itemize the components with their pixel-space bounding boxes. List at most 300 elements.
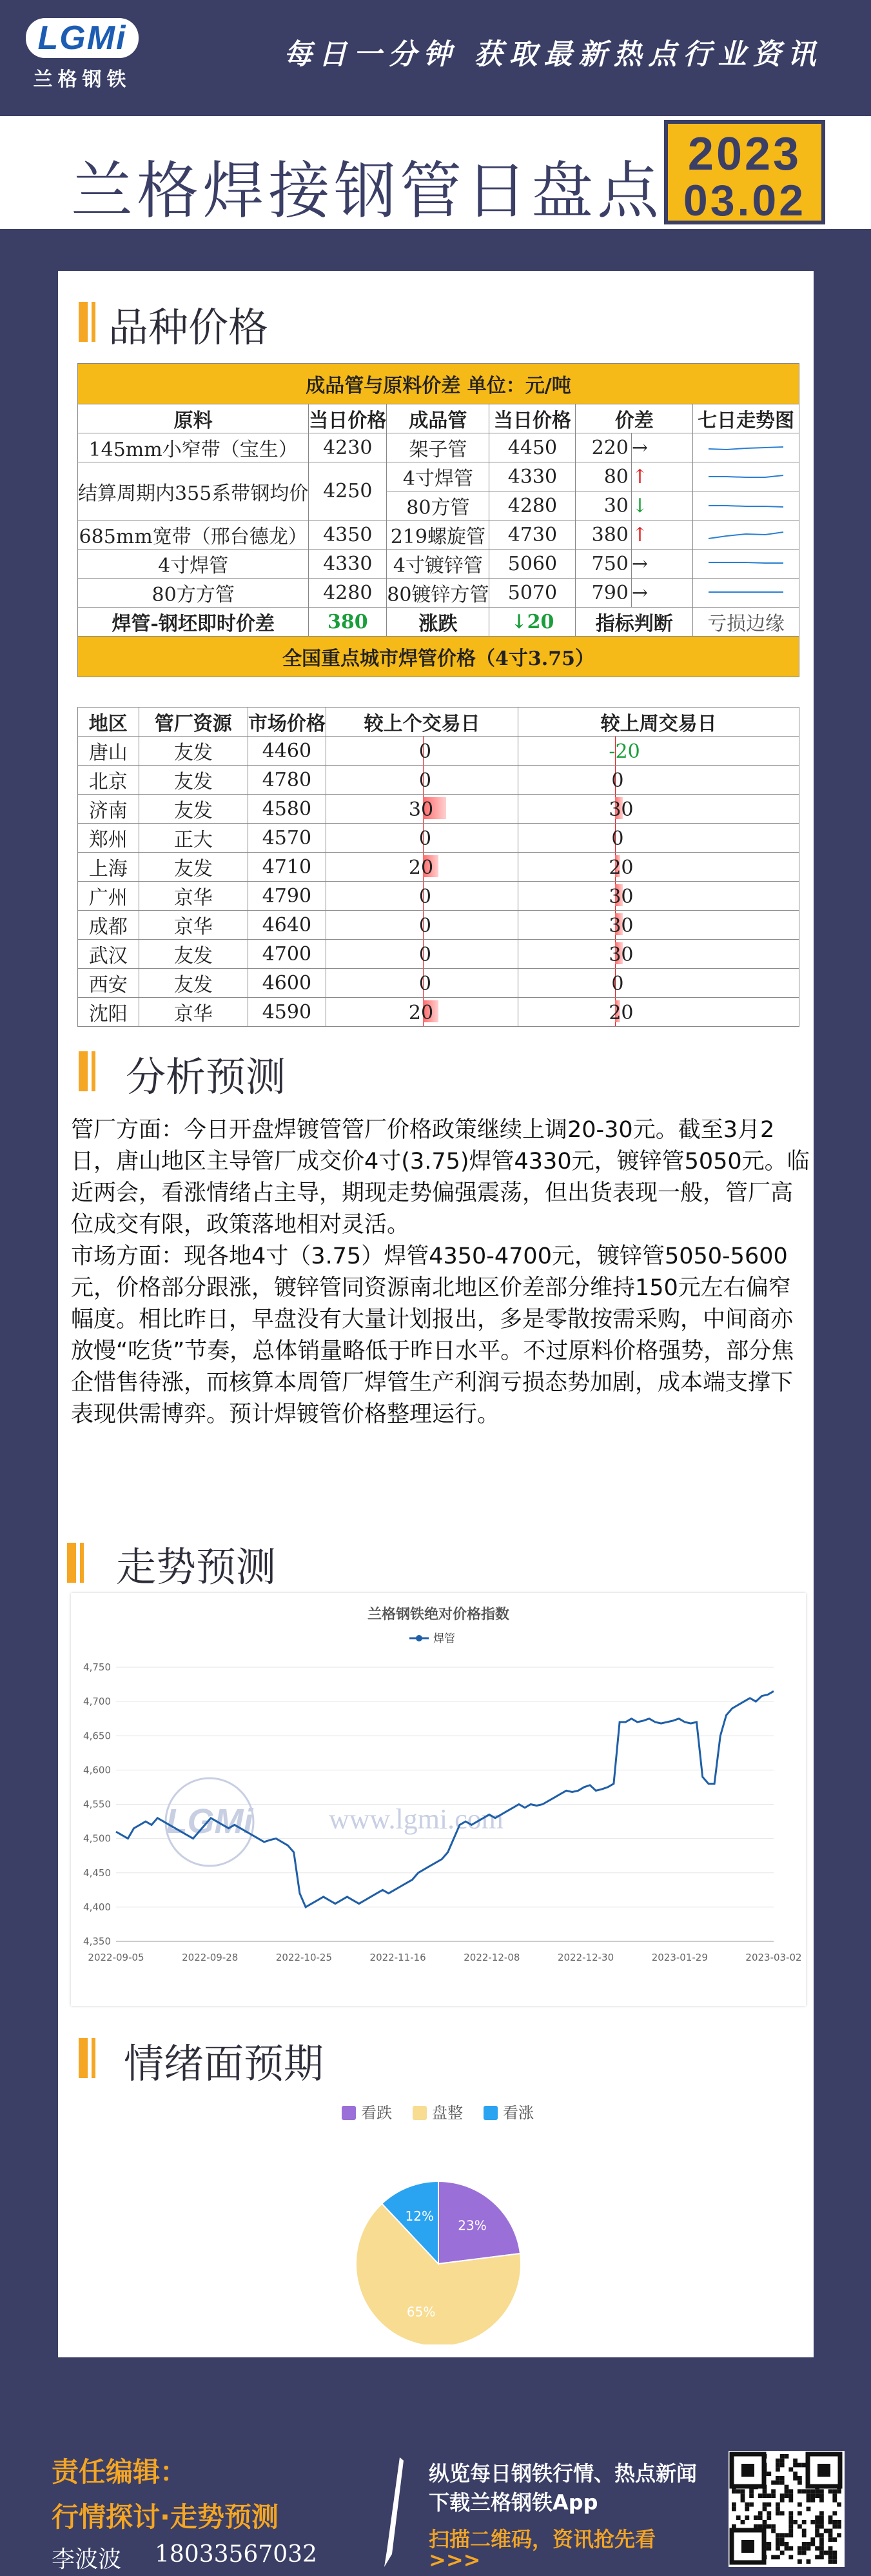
qr-module <box>810 2493 815 2498</box>
qr-module <box>819 2489 824 2493</box>
day-change-cell <box>326 998 518 1027</box>
promo-line-2[interactable]: 下载兰格钢铁App <box>429 2490 598 2515</box>
change-value: 20 <box>408 1002 434 1024</box>
qr-module <box>767 2546 771 2551</box>
qr-module <box>807 2542 811 2546</box>
qr-finder-center <box>817 2464 830 2477</box>
analysis-text <box>71 1115 812 1431</box>
qr-module <box>788 2524 793 2529</box>
qr-module <box>776 2511 780 2515</box>
city-price-table <box>77 707 799 1027</box>
market-price: 4790 <box>248 882 326 911</box>
qr-module <box>832 2511 837 2515</box>
product: 架子管 <box>387 433 489 462</box>
analysis-paragraph: 市场方面：现各地4寸（3.75）焊管4350-4700元，镀锌管5050-5600元，价格部分跟涨，镀锌管同资源南北地区价差部分维持150元左右偏窄幅度。相比昨日，早盘没有大量计划报出，多是零散按需采购，中间商亦放慢“吃货”节奏，总体销量略低于昨日水平。不过原料价格强势，部分焦企惜售待涨，而核算本周管厂焊管生产利润亏损态势加剧，成本端支撑下表现供需博弈。预计焊镀管价格整理运行。 <box>71 1243 794 1427</box>
qr-module <box>828 2515 833 2520</box>
city-row <box>78 824 799 853</box>
qr-module <box>788 2489 793 2493</box>
qr-module <box>819 2533 824 2537</box>
section-title-sentiment: 情绪面预期 <box>124 2040 324 2087</box>
legend-swatch <box>413 2106 427 2120</box>
mill-source: 友发 <box>139 795 248 824</box>
qr-module <box>824 2551 828 2555</box>
analysis-paragraph: 管厂方面：今日开盘焊镀管管厂价格政策继续上调20-30元。截至3月2日，唐山地区主导管厂成交价4寸(3.75)焊管4330元，镀锌管5050元。临近两会，看涨情绪占主导，期现走势偏强震荡，但出货表现一般，管厂高位成交有限，政策落地相对灵活。 <box>71 1117 810 1238</box>
table-header-row <box>78 404 799 433</box>
qr-module <box>771 2493 776 2498</box>
change-value: 20 <box>408 857 434 879</box>
qr-module <box>745 2502 749 2507</box>
city-name: 北京 <box>78 766 139 795</box>
qr-module <box>788 2529 793 2533</box>
qr-module <box>810 2489 815 2493</box>
pie-slice-label: 65% <box>406 2304 436 2320</box>
day-change-cell <box>326 940 518 969</box>
qr-module <box>767 2493 771 2498</box>
qr-module <box>776 2542 780 2546</box>
change-value: ↓20 <box>489 608 576 637</box>
qr-code-image <box>729 2451 845 2567</box>
qr-module <box>780 2542 785 2546</box>
qr-module <box>776 2481 780 2485</box>
change-value: 0 <box>418 944 431 966</box>
logo-text: 兰格钢铁 <box>33 68 132 91</box>
spread-arrow-icon: ↑ <box>631 462 692 491</box>
qr-module <box>832 2559 837 2564</box>
qr-module <box>815 2493 819 2498</box>
col-header: 当日价格 <box>489 404 576 433</box>
qr-module <box>837 2533 841 2537</box>
qr-module <box>780 2533 785 2537</box>
qr-module <box>785 2454 789 2459</box>
qr-module <box>745 2515 749 2520</box>
week-change-cell <box>518 882 799 911</box>
qr-module <box>763 2507 767 2512</box>
qr-module <box>788 2511 793 2515</box>
week-change-cell <box>518 969 799 998</box>
pen-icon <box>380 2454 406 2570</box>
qr-module <box>802 2489 807 2493</box>
mill-source: 京华 <box>139 998 248 1027</box>
col-header: 当日价格 <box>309 404 387 433</box>
qr-module <box>810 2537 815 2542</box>
raw-material: 4寸焊管 <box>78 550 309 579</box>
qr-module <box>802 2551 807 2555</box>
qr-module <box>788 2498 793 2502</box>
qr-module <box>793 2520 798 2524</box>
slogan: 每日一分钟 获取最新热点行业资讯 <box>284 38 823 71</box>
chart-title: 兰格钢铁绝对价格指数 <box>367 1607 510 1623</box>
qr-module <box>832 2524 837 2529</box>
mill-source: 友发 <box>139 766 248 795</box>
spread-arrow-icon: → <box>631 579 692 608</box>
city-row <box>78 766 799 795</box>
qr-module <box>763 2502 767 2507</box>
qr-module <box>780 2459 785 2463</box>
change-value: 30 <box>609 886 634 908</box>
qr-module <box>828 2529 833 2533</box>
change-label: 涨跌 <box>387 608 489 637</box>
qr-module <box>798 2559 802 2564</box>
qr-module <box>776 2555 780 2559</box>
y-tick-label: 4,750 <box>83 1661 111 1673</box>
spread-value: 380 <box>309 608 387 637</box>
section-marker <box>79 1051 88 1091</box>
qr-module <box>819 2551 824 2555</box>
trend-cell <box>693 462 799 491</box>
qr-module <box>776 2502 780 2507</box>
qr-module <box>785 2546 789 2551</box>
qr-module <box>780 2463 785 2468</box>
product: 4寸镀锌管 <box>387 550 489 579</box>
sparkline <box>707 441 785 454</box>
y-tick-label: 4,450 <box>83 1867 111 1879</box>
legend-label: 看涨 <box>503 2104 534 2122</box>
change-value: 20 <box>609 857 634 879</box>
city-row <box>78 737 799 766</box>
city-row <box>78 998 799 1027</box>
col-header: 地区 <box>78 708 139 737</box>
x-tick-label: 2023-03-02 <box>745 1952 802 1963</box>
mill-source: 友发 <box>139 940 248 969</box>
qr-module <box>767 2502 771 2507</box>
qr-module <box>828 2489 833 2493</box>
pie-slice-label: 12% <box>405 2208 435 2224</box>
qr-finder-center <box>741 2540 754 2553</box>
qr-module <box>819 2546 824 2551</box>
section-title-analysis: 分析预测 <box>126 1053 286 1100</box>
qr-module <box>798 2489 802 2493</box>
qr-module <box>767 2511 771 2515</box>
raw-material: 结算周期内355系带钢均价 <box>78 462 309 520</box>
city-name: 沈阳 <box>78 998 139 1027</box>
legend-swatch <box>484 2106 498 2120</box>
change-value: 0 <box>418 973 431 995</box>
section-title-prices: 品种价格 <box>108 304 269 351</box>
day-change-cell <box>326 911 518 940</box>
y-tick-label: 4,550 <box>83 1798 111 1810</box>
qr-module <box>776 2507 780 2512</box>
qr-module <box>754 2515 758 2520</box>
city-row <box>78 940 799 969</box>
market-price: 4460 <box>248 737 326 766</box>
section-marker <box>79 2038 88 2078</box>
qr-module <box>819 2555 824 2559</box>
product-price: 4730 <box>489 520 576 550</box>
editor-subtitle: 行情探讨·走势预测 <box>52 2501 279 2533</box>
qr-code[interactable] <box>729 2451 845 2567</box>
date-day: 03.02 <box>683 176 807 225</box>
week-change-cell <box>518 766 799 795</box>
sparkline <box>707 557 785 570</box>
qr-module <box>807 2546 811 2551</box>
city-row <box>78 882 799 911</box>
section-marker <box>92 302 95 342</box>
qr-module <box>785 2489 789 2493</box>
spread-arrow-icon: ↓ <box>631 491 692 520</box>
week-change-cell <box>518 795 799 824</box>
city-name: 成都 <box>78 911 139 940</box>
qr-module <box>767 2472 771 2476</box>
qr-module <box>785 2542 789 2546</box>
week-change-cell <box>518 853 799 882</box>
qr-module <box>837 2502 841 2507</box>
city-header-row <box>78 708 799 737</box>
raw-material: 80方方管 <box>78 579 309 608</box>
product: 80方管 <box>387 491 489 520</box>
qr-module <box>771 2555 776 2559</box>
qr-module <box>793 2476 798 2481</box>
qr-module <box>788 2520 793 2524</box>
page-title: 兰格焊接钢管日盘点 <box>71 155 663 227</box>
qr-module <box>815 2524 819 2529</box>
sparkline <box>707 499 785 512</box>
qr-module <box>832 2520 837 2524</box>
qr-module <box>776 2546 780 2551</box>
legend-swatch <box>342 2106 356 2120</box>
qr-module <box>819 2498 824 2502</box>
qr-module <box>824 2529 828 2533</box>
x-tick-label: 2022-09-28 <box>182 1952 239 1963</box>
product: 80镀锌方管 <box>387 579 489 608</box>
qr-module <box>828 2551 833 2555</box>
qr-module <box>815 2533 819 2537</box>
week-change-cell <box>518 824 799 853</box>
qr-module <box>736 2515 741 2520</box>
change-value: 0 <box>418 915 431 937</box>
qr-module <box>798 2476 802 2481</box>
spread-row <box>78 462 799 491</box>
trend-cell <box>693 550 799 579</box>
legend-marker <box>416 1635 422 1641</box>
qr-module <box>749 2489 754 2493</box>
change-value: 0 <box>611 973 624 995</box>
date-badge <box>664 120 825 224</box>
qr-module <box>815 2546 819 2551</box>
city-name: 上海 <box>78 853 139 882</box>
indicator-label: 指标判断 <box>576 608 693 637</box>
qr-module <box>776 2533 780 2537</box>
editor-label: 责任编辑： <box>52 2456 188 2488</box>
qr-module <box>807 2493 811 2498</box>
trend-cell <box>693 579 799 608</box>
spread-row <box>78 433 799 462</box>
market-price: 4710 <box>248 853 326 882</box>
week-change-cell <box>518 998 799 1027</box>
qr-module <box>832 2555 837 2559</box>
series-line-welded-pipe <box>116 1691 774 1907</box>
qr-module <box>771 2481 776 2485</box>
section-marker <box>92 2038 95 2078</box>
mill-source: 京华 <box>139 911 248 940</box>
qr-module <box>763 2520 767 2524</box>
change-value: 0 <box>418 886 431 908</box>
product-price: 5060 <box>489 550 576 579</box>
qr-module <box>736 2489 741 2493</box>
change-value: 0 <box>418 740 431 763</box>
logo-mark: LGMi <box>26 18 139 58</box>
qr-module <box>819 2515 824 2520</box>
qr-module <box>776 2476 780 2481</box>
brand-logo[interactable] <box>26 18 139 89</box>
qr-module <box>798 2502 802 2507</box>
x-tick-label: 2023-01-29 <box>651 1952 708 1963</box>
spread-value: 790 <box>576 579 631 608</box>
y-tick-label: 4,350 <box>83 1936 111 1947</box>
qr-module <box>802 2546 807 2551</box>
qr-module <box>832 2489 837 2493</box>
qr-module <box>828 2520 833 2524</box>
qr-module <box>815 2489 819 2493</box>
qr-module <box>798 2511 802 2515</box>
qr-module <box>749 2502 754 2507</box>
qr-module <box>785 2493 789 2498</box>
market-price: 4600 <box>248 969 326 998</box>
trend-cell <box>693 491 799 520</box>
qr-module <box>767 2542 771 2546</box>
qr-module <box>832 2493 837 2498</box>
qr-module <box>828 2546 833 2551</box>
raw-price: 4230 <box>309 433 387 462</box>
spread-row <box>78 579 799 608</box>
legend-label: 盘整 <box>432 2104 463 2122</box>
qr-module <box>832 2537 837 2542</box>
qr-module <box>788 2467 793 2472</box>
qr-module <box>828 2555 833 2559</box>
x-tick-label: 2022-11-16 <box>369 1952 426 1963</box>
raw-price: 4350 <box>309 520 387 550</box>
qr-module <box>815 2555 819 2559</box>
day-change-cell <box>326 969 518 998</box>
city-name: 唐山 <box>78 737 139 766</box>
spread-arrow-icon: ↑ <box>631 520 692 550</box>
day-change-cell <box>326 795 518 824</box>
sparkline <box>707 586 785 599</box>
qr-module <box>815 2515 819 2520</box>
change-value: 0 <box>611 827 624 850</box>
product-price: 4450 <box>489 433 576 462</box>
mill-source: 友发 <box>139 853 248 882</box>
mill-source: 友发 <box>139 969 248 998</box>
week-change-cell <box>518 911 799 940</box>
x-tick-label: 2022-10-25 <box>275 1952 333 1963</box>
section-marker <box>79 302 88 342</box>
promo-line-1: 纵览每日钢铁行情、热点新闻 <box>429 2461 698 2486</box>
qr-module <box>741 2498 745 2502</box>
qr-module <box>758 2493 763 2498</box>
city-name: 广州 <box>78 882 139 911</box>
qr-module <box>802 2520 807 2524</box>
qr-module <box>798 2546 802 2551</box>
editor-phone[interactable]: 18033567032 <box>155 2541 317 2568</box>
market-price: 4590 <box>248 998 326 1027</box>
qr-module <box>819 2542 824 2546</box>
qr-module <box>815 2520 819 2524</box>
change-value: 0 <box>611 769 624 792</box>
qr-module <box>837 2520 841 2524</box>
qr-module <box>780 2537 785 2542</box>
y-tick-label: 4,700 <box>83 1696 111 1708</box>
spread-value: 30 <box>576 491 631 520</box>
qr-module <box>793 2472 798 2476</box>
market-price: 4700 <box>248 940 326 969</box>
qr-module <box>780 2511 785 2515</box>
qr-module <box>798 2524 802 2529</box>
y-tick-label: 4,600 <box>83 1764 111 1776</box>
trend-cell <box>693 520 799 550</box>
change-value: -20 <box>609 740 640 763</box>
mill-source: 正大 <box>139 824 248 853</box>
qr-module <box>832 2498 837 2502</box>
qr-module <box>788 2493 793 2498</box>
city-name: 武汉 <box>78 940 139 969</box>
qr-module <box>828 2559 833 2564</box>
line-chart-panel <box>71 1593 806 2006</box>
section-marker <box>67 1543 76 1583</box>
qr-module <box>771 2524 776 2529</box>
sparkline <box>707 470 785 483</box>
spread-arrow-icon: → <box>631 433 692 462</box>
mill-source: 京华 <box>139 882 248 911</box>
col-header: 较上个交易日 <box>326 708 518 737</box>
pie-chart <box>71 2093 806 2344</box>
change-value: 30 <box>408 798 434 821</box>
pie-chart-panel <box>71 2093 806 2344</box>
qr-module <box>741 2489 745 2493</box>
city-name: 西安 <box>78 969 139 998</box>
qr-module <box>780 2551 785 2555</box>
change-value: 30 <box>609 915 634 937</box>
legend-label: 焊管 <box>433 1632 455 1645</box>
table-title: 成品管与原料价差 单位：元/吨 <box>78 364 799 404</box>
week-change-cell <box>518 940 799 969</box>
city-row <box>78 853 799 882</box>
raw-material: 145mm小窄带（宝生） <box>78 433 309 462</box>
price-table <box>77 363 799 677</box>
qr-module <box>837 2524 841 2529</box>
qr-module <box>798 2463 802 2468</box>
indicator-value: 亏损边缘 <box>693 608 799 637</box>
qr-module <box>758 2511 763 2515</box>
spread-value: 380 <box>576 520 631 550</box>
product: 219螺旋管 <box>387 520 489 550</box>
qr-module <box>758 2515 763 2520</box>
raw-material: 685mm宽带（邢台德龙） <box>78 520 309 550</box>
qr-module <box>793 2459 798 2463</box>
qr-module <box>802 2529 807 2533</box>
day-change-cell <box>326 853 518 882</box>
qr-module <box>745 2507 749 2512</box>
spread-row <box>78 550 799 579</box>
spread-value: 750 <box>576 550 631 579</box>
qr-module <box>793 2463 798 2468</box>
x-tick-label: 2022-12-30 <box>557 1952 614 1963</box>
day-change-cell <box>326 882 518 911</box>
spread-value: 80 <box>576 462 631 491</box>
qr-module <box>780 2454 785 2459</box>
product-price: 4280 <box>489 491 576 520</box>
watermark-url: www.lgmi.com <box>329 1803 504 1835</box>
city-table-title: 全国重点城市焊管价格（4寸3.75） <box>78 637 799 677</box>
qr-module <box>807 2489 811 2493</box>
col-header: 较上周交易日 <box>518 708 799 737</box>
qr-module <box>802 2542 807 2546</box>
market-price: 4580 <box>248 795 326 824</box>
pie-slice-label: 23% <box>458 2217 487 2234</box>
qr-module <box>788 2555 793 2559</box>
spread-arrow-icon: → <box>631 550 692 579</box>
section-marker <box>80 1543 84 1583</box>
spread-row <box>78 520 799 550</box>
